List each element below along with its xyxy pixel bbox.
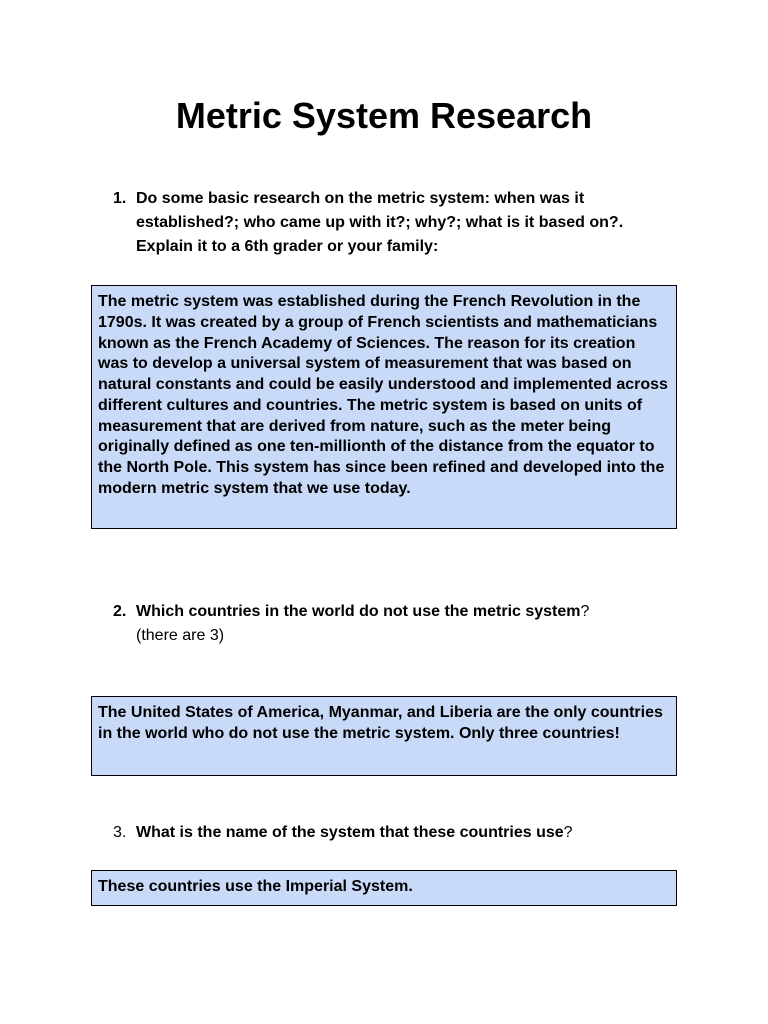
page-title: Metric System Research (175, 95, 593, 136)
question-1 (113, 187, 683, 259)
answer-3-box[interactable] (91, 870, 677, 906)
question-1-bold-text: Do some basic research on the metric system: when was it established?; who came up with it?; why?; what is it based on?. Explain it to a 6th grader or your family: (136, 190, 624, 255)
answer-3-text: These countries use the Imperial System. (98, 878, 413, 895)
question-2-text (136, 600, 683, 648)
question-1-text (136, 187, 683, 259)
answer-2-box[interactable] (91, 696, 677, 776)
question-3-text (136, 821, 683, 845)
question-3-bold-text: What is the name of the system that these countries use (136, 824, 564, 841)
question-2 (113, 600, 683, 648)
question-2-number: 2. (113, 603, 127, 620)
question-1-number: 1. (113, 190, 127, 207)
question-3 (113, 821, 683, 845)
answer-1-text: The metric system was established during the French Revolution in the 1790s. It was created by a group of French scientists and mathematicians known as the French Academy of Sciences. The reason for its creation was to develop a universal system of measurement that was based on natural constants and could be easily understood and implemented across different cultures and countries. The metric system is based on units of measurement that are derived from nature, such as the meter being originally defined as one ten-millionth of the distance from the equator to the North Pole. This system has since been refined and developed into the modern metric system that we use today. (98, 293, 668, 497)
answer-1-box[interactable] (91, 285, 677, 529)
question-2-plain-text: ? (there are 3) (136, 603, 590, 644)
answer-2-text: The United States of America, Myanmar, and Liberia are the only countries in the world who do not use the metric system. Only three countries! (98, 704, 663, 742)
question-2-bold-text: Which countries in the world do not use the metric system (136, 603, 581, 620)
question-3-plain-text: ? (563, 824, 573, 841)
question-3-number: 3. (113, 824, 127, 841)
